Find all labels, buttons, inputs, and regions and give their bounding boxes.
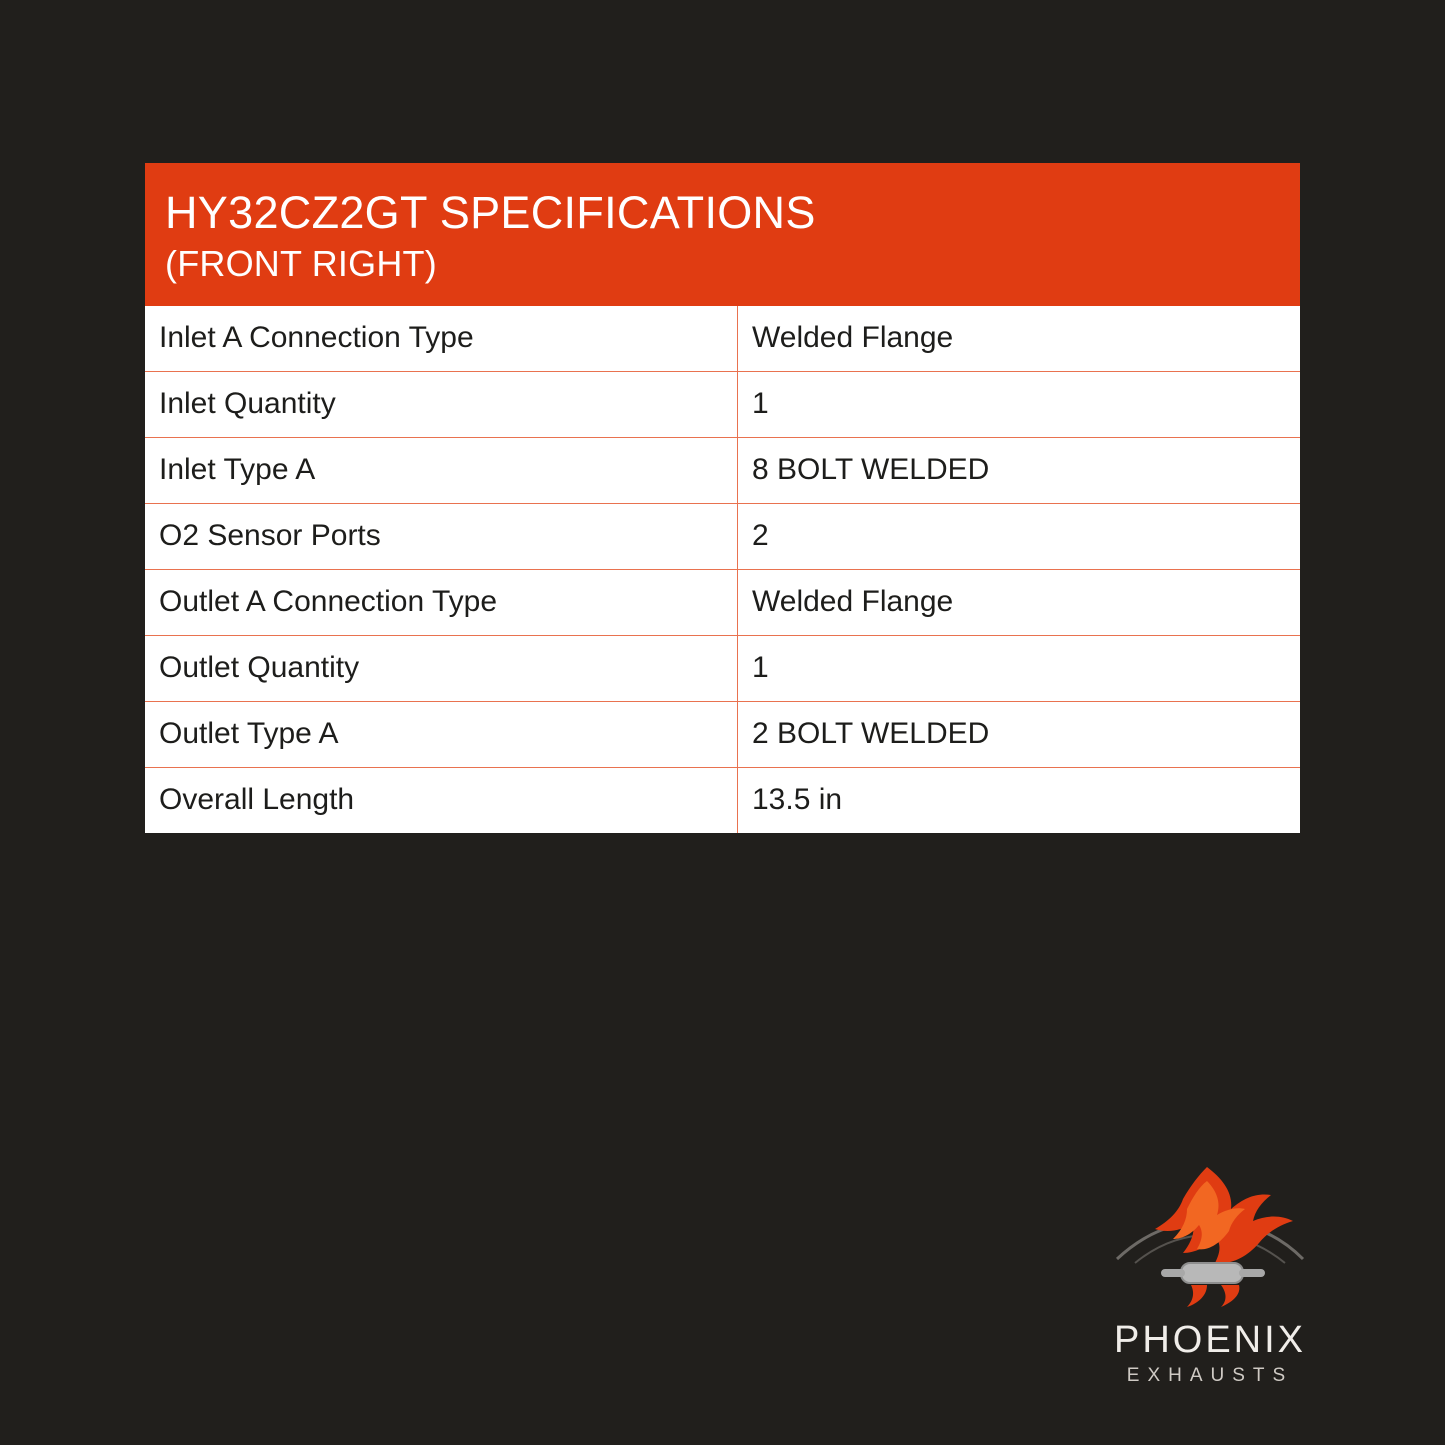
spec-value: 8 BOLT WELDED bbox=[738, 437, 1301, 503]
brand-subtitle: EXHAUSTS bbox=[1126, 1365, 1294, 1386]
spec-value: 1 bbox=[738, 371, 1301, 437]
table-row bbox=[145, 437, 1300, 503]
spec-label: Inlet Type A bbox=[145, 437, 738, 503]
spec-label: Outlet Quantity bbox=[145, 635, 738, 701]
phoenix-bird-icon bbox=[1060, 1151, 1360, 1311]
page-title: HY32CZ2GT SPECIFICATIONS bbox=[165, 187, 816, 238]
table-row bbox=[145, 503, 1300, 569]
spec-label: O2 Sensor Ports bbox=[145, 503, 738, 569]
table-row bbox=[145, 306, 1300, 372]
table-body bbox=[145, 306, 1300, 833]
spec-value: Welded Flange bbox=[738, 569, 1301, 635]
spec-label: Inlet A Connection Type bbox=[145, 306, 738, 372]
table-row bbox=[145, 701, 1300, 767]
brand-logo bbox=[1060, 1151, 1360, 1385]
spec-header bbox=[145, 163, 1300, 306]
brand-name: PHOENIX bbox=[1113, 1319, 1307, 1361]
spec-value: 1 bbox=[738, 635, 1301, 701]
table-row bbox=[145, 569, 1300, 635]
spec-label: Inlet Quantity bbox=[145, 371, 738, 437]
page-subtitle: (FRONT RIGHT) bbox=[165, 242, 437, 284]
spec-value: 2 bbox=[738, 503, 1301, 569]
spec-value: 2 BOLT WELDED bbox=[738, 701, 1301, 767]
spec-label: Outlet A Connection Type bbox=[145, 569, 738, 635]
specifications-table bbox=[145, 306, 1300, 833]
table-row bbox=[145, 371, 1300, 437]
spec-label: Outlet Type A bbox=[145, 701, 738, 767]
table-row bbox=[145, 635, 1300, 701]
spec-value: 13.5 in bbox=[738, 767, 1301, 833]
table-row bbox=[145, 767, 1300, 833]
spec-label: Overall Length bbox=[145, 767, 738, 833]
spec-sheet bbox=[145, 163, 1300, 833]
spec-value: Welded Flange bbox=[738, 306, 1301, 372]
